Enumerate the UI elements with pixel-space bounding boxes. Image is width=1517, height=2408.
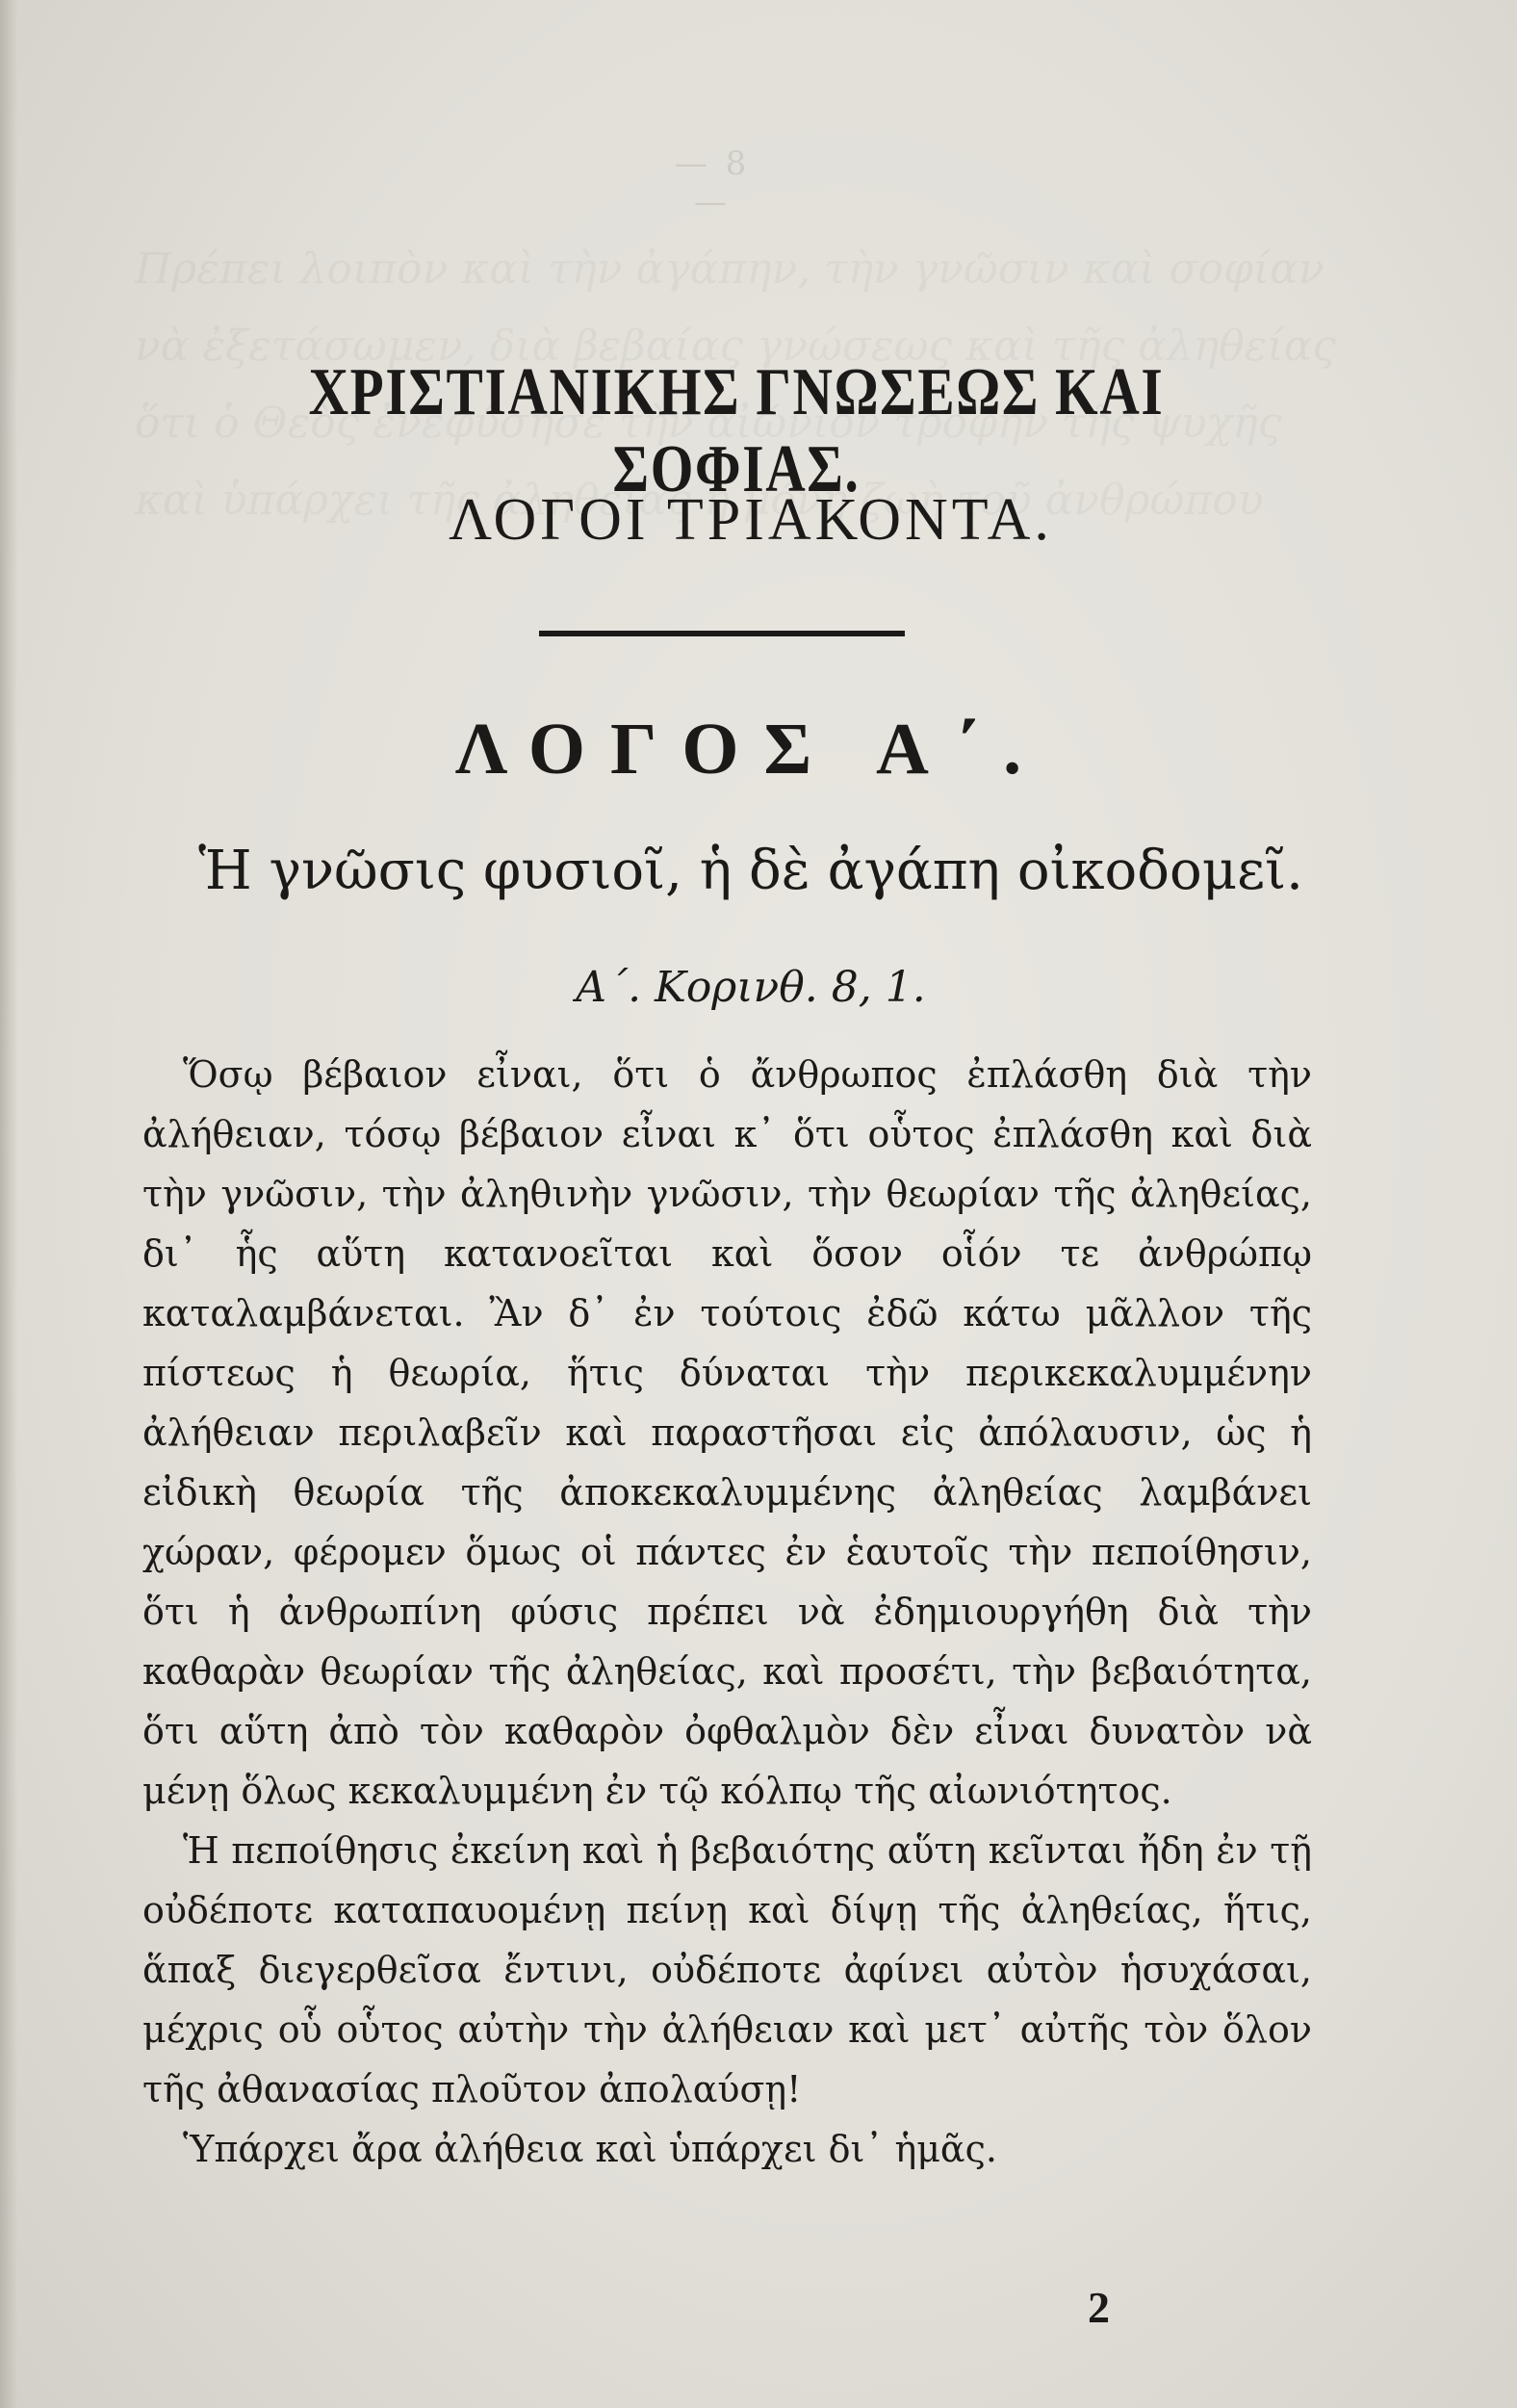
chapter-heading: ΛΟΓΟΣ Α΄. <box>454 709 1047 790</box>
paragraph: Ὑπάρχει ἄρα ἀλήθεια καὶ ὑπάρχει δι᾽ ἡμᾶς. <box>183 2128 997 2170</box>
body-text <box>142 1045 1312 2179</box>
scripture-reference: Α΄. Κορινθ. 8, 1. <box>576 963 926 1012</box>
title-rule <box>539 631 905 636</box>
running-head: — 8 — <box>674 144 751 221</box>
page-number: 2 <box>1088 2283 1110 2332</box>
paragraph: Ὅσῳ βέβαιον εἶναι, ὅτι ὁ ἄνθρωπος ἐπλάσθη διὰ τὴν ἀλήθειαν, τόσῳ βέβαιον εἶναι κ᾽ ὅτι οὗτος ἐπλάσθη καὶ διὰ τὴν γνῶσιν, τὴν ἀληθινὴν γνῶσιν, τὴν θεωρίαν τῆς ἀληθείας, δι᾽ ἧς αὕτη κατανοεῖται καὶ ὅσον οἷόν τε ἀνθρώπῳ καταλαμβάνεται. Ἂν δ᾽ ἐν τούτοις ἐδῶ κάτω μᾶλλον τῆς πίστεως ἡ θεωρία, ἥτις δύναται τὴν περικεκαλυμμένην ἀλήθειαν περιλαβεῖν καὶ παραστῆσαι εἰς ἀπόλαυσιν, ὡς ἡ εἰδικὴ θεωρία τῆς ἀποκεκαλυμμένης ἀληθείας λαμβάνει χώραν, φέρομεν ὅμως οἱ πάντες ἐν ἑαυτοῖς τὴν πεποίθησιν, ὅτι ἡ ἀνθρωπίνη φύσις πρέπει νὰ ἐδημιουργήθη διὰ τὴν καθαρὰν θεωρίαν τῆς ἀληθείας, καὶ προσέτι, τὴν βεβαιότητα, ὅτι αὕτη ἀπὸ τὸν καθαρὸν ὀφθαλμὸν δὲν εἶναι δυνατὸν νὰ μένῃ ὅλως κεκαλυμμένη ἐν τῷ κόλπῳ τῆς αἰωνιότητος. <box>142 1053 1312 1812</box>
page-subtitle: ΛΟΓΟΙ ΤΡΙΑΚΟΝΤΑ. <box>449 487 1053 553</box>
epigraph: Ἡ γνῶσις φυσιοῖ, ἡ δὲ ἀγάπη οἰκοδομεῖ. <box>198 840 1303 902</box>
page-title: ΧΡΙΣΤΙΑΝΙΚΗΣ ΓΝΩΣΕΩΣ ΚΑΙ ΣΟΦΙΑΣ. <box>308 355 1165 506</box>
paragraph: Ἡ πεποίθησις ἐκείνη καὶ ἡ βεβαιότης αὕτη κεῖνται ἤδη ἐν τῇ οὐδέποτε καταπαυομένῃ πείνῃ καὶ δίψῃ τῆς ἀληθείας, ἥτις, ἅπαξ διεγερθεῖσα ἔντινι, οὐδέποτε ἀφίνει αὐτὸν ἡσυχάσαι, μέχρις οὗ οὗτος αὐτὴν τὴν ἀλήθειαν καὶ μετ᾽ αὐτῆς τὸν ὅλον τῆς ἀθανασίας πλοῦτον ἀπολαύσῃ! <box>142 1829 1312 2110</box>
